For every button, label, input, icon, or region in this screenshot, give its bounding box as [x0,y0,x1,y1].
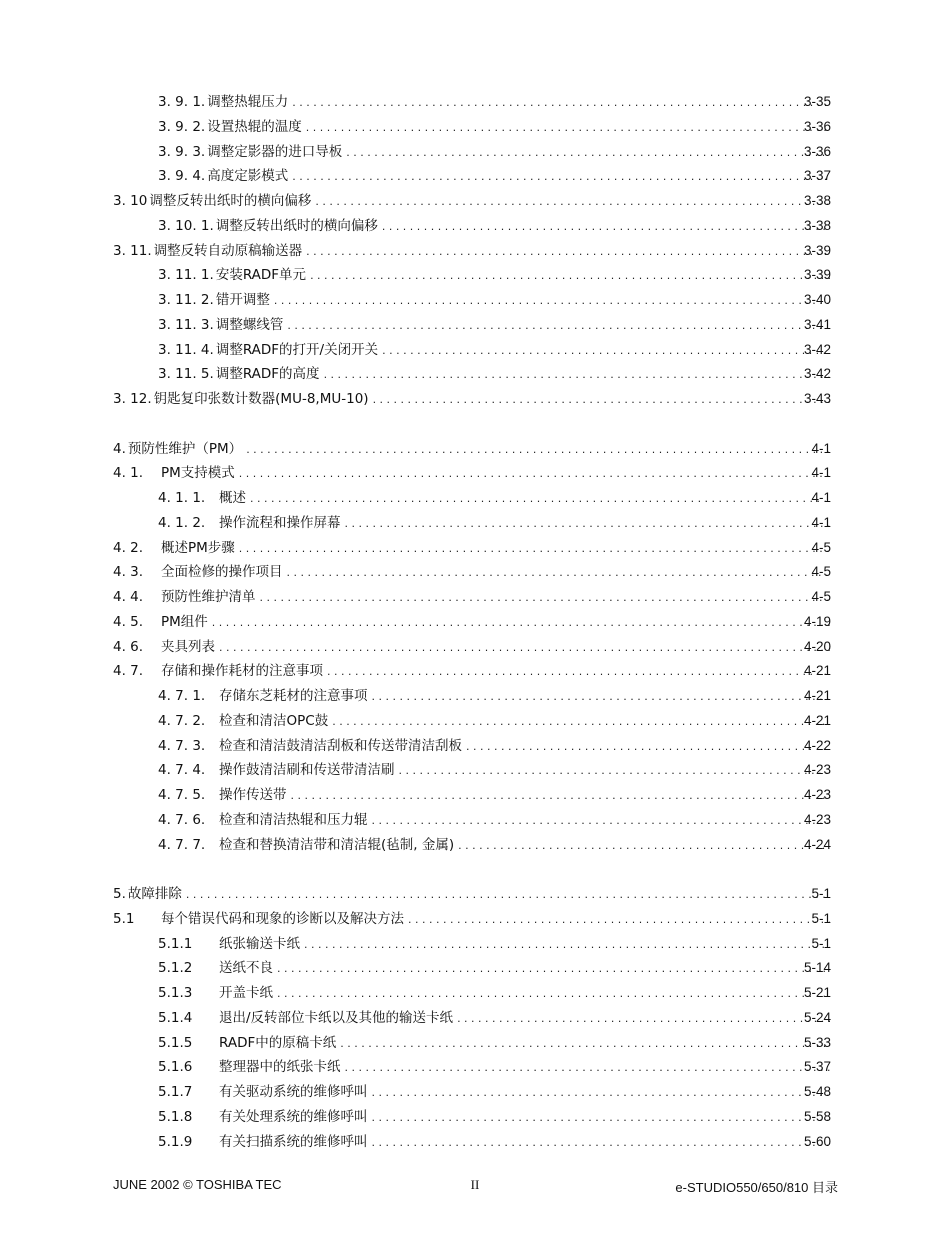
toc-dot-leader [372,685,831,710]
toc-entry [0,461,950,486]
toc-entry-number: 3. 9. 3. [158,143,206,160]
toc-entry-title: 调整定影器的进口导板 [207,140,346,165]
toc-entry-line [158,1080,830,1105]
toc-entry-line [158,338,830,363]
toc-dot-leader [399,759,831,784]
toc-entry-number: 4. 2. [113,539,144,556]
toc-entry-title: 每个错误代码和现象的诊断以及解决方法 [161,907,408,932]
toc-entry-page: 4-1 [811,490,831,505]
toc-entry-number: 3. 11. [113,242,152,259]
toc-entry-number: 5.1.8 [158,1108,193,1125]
toc-entry-page: 3-38 [803,217,831,233]
toc-entry [0,536,950,561]
toc-entry-number: 5.1.9 [158,1133,193,1150]
toc-entry [0,288,950,313]
toc-entry-line [113,659,830,684]
toc-dot-leader [346,141,830,166]
toc-entry-line [158,833,830,858]
toc-entry-page: 4-23 [803,811,831,827]
toc-entry-page: 4-23 [803,762,831,778]
toc-entry [0,140,950,165]
toc-entry [0,610,950,635]
toc-entry-line [113,189,830,214]
toc-entry [0,981,950,1006]
toc-entry-page: 4-5 [811,564,831,580]
toc-dot-leader [212,611,830,636]
toc-entry-number: 5.1.6 [158,1059,193,1076]
toc-entry-title: 钥匙复印张数计数器(MU-8,MU-10) [154,387,373,412]
toc-entry [0,1031,950,1056]
toc-entry-page: 5-21 [803,985,831,1000]
toc-entry-number: 4. 1. 1. [158,490,206,506]
toc-entry-number: 3. 9. 1. [158,94,206,110]
toc-dot-leader [306,116,830,141]
toc-entry-page: 4-1 [811,465,831,481]
toc-entry-title: 有关处理系统的维修呼叫 [219,1105,372,1130]
toc-dot-leader [306,240,830,265]
toc-entry-number: 4. 7. 6. [158,811,206,828]
toc-entry-title: 高度定影模式 [207,164,292,189]
toc-entry-line [158,90,830,115]
toc-entry-page: 3-40 [803,292,831,307]
toc-entry-page: 4-5 [811,539,831,555]
toc-entry-line [113,585,830,610]
toc-dot-leader [382,215,830,240]
toc-entry-page: 3-39 [803,267,831,283]
toc-entry-number: 5. [113,886,126,902]
toc-dot-leader [382,339,830,364]
toc-entry-title: 故障排除 [128,882,186,907]
toc-entry-title: 调整反转出纸时的横向偏移 [216,214,382,239]
toc-entry-line [158,1105,830,1130]
toc-dot-leader [372,1106,831,1131]
toc-dot-leader [373,388,830,413]
toc-entry-line [158,140,830,165]
toc-entry-page: 4-1 [811,514,831,530]
toc-entry-number: 5.1.4 [158,1009,193,1026]
toc-entry-page: 5-60 [803,1133,831,1149]
toc-dot-leader [287,561,831,586]
toc-entry [0,189,950,214]
toc-entry-page: 3-35 [803,94,831,109]
toc-dot-leader [345,512,831,537]
footer-page-number: II [470,1177,480,1192]
toc-entry-line [158,362,830,387]
toc-entry-title: 退出/反转部位卡纸以及其他的输送卡纸 [219,1006,457,1031]
toc-entry [0,734,950,759]
toc-entry-number: 4. 1. [113,465,144,482]
toc-entry-title: 整理器中的纸张卡纸 [219,1055,345,1080]
toc-entry-number: 4. 3. [113,564,144,581]
toc-entry-title: 错开调整 [216,288,274,313]
toc-entry-page: 3-39 [803,242,831,258]
toc-entry-title: 检查和清洁鼓清洁刮板和传送带清洁刮板 [219,734,466,759]
toc-entry-line [158,956,830,981]
toc-entry-line [158,486,830,511]
toc-entry-page: 4-5 [811,589,831,604]
toc-entry-number: 4. 1. 2. [158,514,206,531]
toc-entry-number: 4. 7. 5. [158,787,206,803]
toc-entry-line [113,560,830,585]
toc-entry-page: 5-58 [803,1108,831,1124]
toc-dot-leader [277,957,830,982]
toc-entry-page: 3-36 [803,143,831,159]
toc-entry-number: 4. 7. 7. [158,836,206,853]
toc-entry-page: 3-37 [803,168,831,184]
toc-entry-page: 5-14 [803,960,831,976]
toc-dot-leader [239,537,830,562]
toc-entry-number: 3. 11. 4. [158,341,214,358]
toc-entry-page: 3-42 [803,341,831,357]
toc-entry-title: 调整反转自动原稿输送器 [154,239,307,264]
toc-entry-line [113,437,830,462]
toc-entry-line [113,907,830,932]
toc-dot-leader [408,908,830,933]
toc-entry [0,511,950,536]
toc-entry-page: 5-1 [811,935,831,951]
toc-entry-number: 5.1 [113,910,135,927]
toc-entry-number: 3. 11. 5. [158,366,214,383]
toc-entry-title: 调整RADF的高度 [216,362,324,387]
toc-dot-leader [372,1081,831,1106]
toc-dot-leader [246,438,830,463]
toc-entry-line [158,981,830,1006]
toc-dot-leader [219,636,830,661]
toc-entry [0,437,950,462]
toc-entry-title: 安装RADF单元 [216,263,310,288]
toc-entry [0,882,950,907]
toc-entry [0,362,950,387]
toc-entry [0,585,950,610]
toc-dot-leader [310,264,830,289]
toc-entry-line [158,263,830,288]
toc-spacer [0,412,950,437]
toc-dot-leader [291,784,831,809]
toc-dot-leader [250,487,830,512]
toc-dot-leader [466,735,830,760]
toc-entry [0,1055,950,1080]
toc-dot-leader [458,834,830,859]
toc-entry [0,758,950,783]
toc-entry [0,1080,950,1105]
toc-entry-number: 3. 12. [113,391,152,407]
toc-entry [0,808,950,833]
toc-entry-line [158,214,830,239]
toc-dot-leader [186,883,830,908]
toc-entry-page: 3-38 [803,193,831,208]
toc-entry-page: 3-36 [803,118,831,134]
toc-entry-page: 3-41 [803,316,831,332]
toc-entry-page: 4-20 [803,638,831,654]
toc-dot-leader [274,289,830,314]
toc-entry-number: 4. 7. 3. [158,737,206,754]
toc-entry-title: 调整热辊压力 [207,90,292,115]
toc-entry-title: 调整螺线管 [216,313,288,338]
toc-entry-number: 3. 10 [113,193,148,209]
toc-entry-title: RADF中的原稿卡纸 [219,1031,340,1056]
toc-entry-line [158,288,830,313]
toc-entry-title: 存储东芝耗材的注意事项 [219,684,372,709]
toc-entry [0,90,950,115]
toc-dot-leader [292,91,830,116]
toc-entry-title: 操作传送带 [219,783,291,808]
toc-entry-title: 预防性维护（PM） [128,437,246,462]
toc-entry [0,932,950,957]
toc-entry-number: 4. 7. [113,663,144,680]
toc-entry-page: 4-23 [803,787,831,802]
toc-dot-leader [287,314,830,339]
toc-entry-line [113,610,830,635]
toc-entry [0,956,950,981]
toc-entry-number: 3. 9. 4. [158,168,206,185]
toc-entry [0,164,950,189]
toc-entry-line [158,684,830,709]
toc-dot-leader [457,1007,830,1032]
toc-entry-page: 4-24 [803,836,831,852]
footer-product-section: e-STUDIO550/650/810 目录 [675,1180,838,1195]
footer-date-copyright: JUNE 2002 © TOSHIBA TEC [113,1177,282,1192]
toc-entry-line [158,808,830,833]
toc-entry [0,684,950,709]
toc-entry-page: 4-21 [803,688,831,703]
toc-dot-leader [372,809,831,834]
toc-entry-number: 5.1.5 [158,1034,193,1051]
toc-entry-line [158,758,830,783]
toc-entry-page: 5-33 [803,1034,831,1050]
toc-entry-title: 检查和替换清洁带和清洁辊(毡制, 金属) [219,833,458,858]
toc-entry-title: 预防性维护清单 [161,585,260,610]
toc-entry [0,486,950,511]
toc-dot-leader [345,1056,831,1081]
toc-entry-title: 有关扫描系统的维修呼叫 [219,1130,372,1155]
toc-entry [0,338,950,363]
toc-entry-line [158,164,830,189]
toc-entry-title: 纸张输送卡纸 [219,932,304,957]
toc-entry-page: 4-21 [803,712,831,728]
toc-entry [0,1130,950,1155]
toc-entry-number: 4. 5. [113,613,144,630]
toc-dot-leader [324,363,830,388]
toc-entry-number: 4. [113,440,126,457]
toc-entry-line [158,511,830,536]
toc-entry-page: 4-22 [803,737,831,753]
toc-entry-number: 4. 6. [113,638,144,655]
toc-entry-page: 3-42 [803,366,831,382]
toc-entry-number: 5.1.7 [158,1084,193,1100]
toc-entry-line [113,387,830,412]
toc-entry [0,115,950,140]
toc-entry-number: 3. 10. 1. [158,217,214,234]
toc-entry-line [113,882,830,907]
toc-entry-title: 概述 [219,486,250,511]
toc-dot-leader [315,190,830,215]
toc-dot-leader [260,586,831,611]
toc-entry [0,263,950,288]
toc-entry-line [158,1031,830,1056]
toc-entry-number: 3. 9. 2. [158,118,206,135]
toc-entry [0,907,950,932]
toc-entry-line [158,783,830,808]
toc-entry-page: 5-37 [803,1059,831,1075]
toc-entry-page: 5-24 [803,1009,831,1025]
toc-entry [0,1006,950,1031]
toc-dot-leader [332,710,830,735]
toc-entry-title: 检查和清洁热辊和压力辊 [219,808,372,833]
toc-entry-number: 5.1.2 [158,960,193,977]
table-of-contents [0,90,950,1154]
toc-entry [0,214,950,239]
toc-entry [0,560,950,585]
toc-entry-title: 送纸不良 [219,956,277,981]
toc-entry-number: 3. 11. 1. [158,267,214,284]
toc-entry-number: 4. 4. [113,589,144,605]
toc-entry-title: PM支持模式 [161,461,239,486]
toc-entry-page: 5-48 [803,1084,831,1099]
toc-entry-page: 4-1 [811,440,831,456]
toc-entry-title: 概述PM步骤 [161,536,239,561]
toc-entry-page: 5-1 [811,886,831,901]
toc-entry-number: 3. 11. 2. [158,292,214,308]
toc-dot-leader [340,1032,830,1057]
toc-entry-title: 检查和清洁OPC鼓 [219,709,332,734]
toc-entry-title: 开盖卡纸 [219,981,277,1006]
toc-entry-line [158,734,830,759]
toc-entry-page: 4-21 [803,663,831,679]
page-footer [0,1177,950,1197]
toc-entry-line [113,461,830,486]
toc-entry [0,659,950,684]
toc-entry-line [158,115,830,140]
toc-entry-title: 操作流程和操作屏幕 [219,511,345,536]
toc-entry-title: 调整RADF的打开/关闭开关 [216,338,382,363]
toc-dot-leader [304,933,830,958]
toc-entry [0,833,950,858]
toc-dot-leader [327,660,830,685]
toc-spacer [0,857,950,882]
toc-entry-title: 夹具列表 [161,635,219,660]
toc-dot-leader [292,165,830,190]
toc-entry [0,313,950,338]
toc-entry-number: 3. 11. 3. [158,316,214,333]
toc-dot-leader [277,982,830,1007]
toc-entry [0,783,950,808]
toc-entry-line [158,932,830,957]
toc-entry-line [158,709,830,734]
toc-entry-title: PM组件 [161,610,212,635]
toc-entry-line [158,1130,830,1155]
toc-entry [0,1105,950,1130]
toc-entry [0,635,950,660]
toc-entry-line [113,536,830,561]
toc-entry-line [113,239,830,264]
toc-entry-title: 有关驱动系统的维修呼叫 [219,1080,372,1105]
toc-entry-page: 4-19 [803,613,831,629]
toc-entry-number: 4. 7. 2. [158,712,206,729]
toc-entry-page: 3-43 [803,391,831,406]
toc-entry-number: 5.1.1 [158,935,193,952]
toc-dot-leader [239,462,830,487]
toc-entry-number: 4. 7. 1. [158,688,206,704]
toc-entry-line [158,1055,830,1080]
toc-entry-line [158,1006,830,1031]
toc-entry-page: 5-1 [811,910,831,926]
toc-entry [0,387,950,412]
toc-entry-title: 操作鼓清洁刷和传送带清洁刷 [219,758,399,783]
toc-entry-line [158,313,830,338]
toc-entry-number: 5.1.3 [158,985,193,1001]
toc-dot-leader [372,1131,831,1156]
toc-entry-title: 设置热辊的温度 [207,115,306,140]
toc-entry-number: 4. 7. 4. [158,762,206,779]
toc-entry-title: 调整反转出纸时的横向偏移 [149,189,315,214]
toc-entry [0,709,950,734]
toc-entry-title: 存储和操作耗材的注意事项 [161,659,327,684]
toc-entry [0,239,950,264]
toc-entry-title: 全面检修的操作项目 [161,560,287,585]
toc-entry-line [113,635,830,660]
